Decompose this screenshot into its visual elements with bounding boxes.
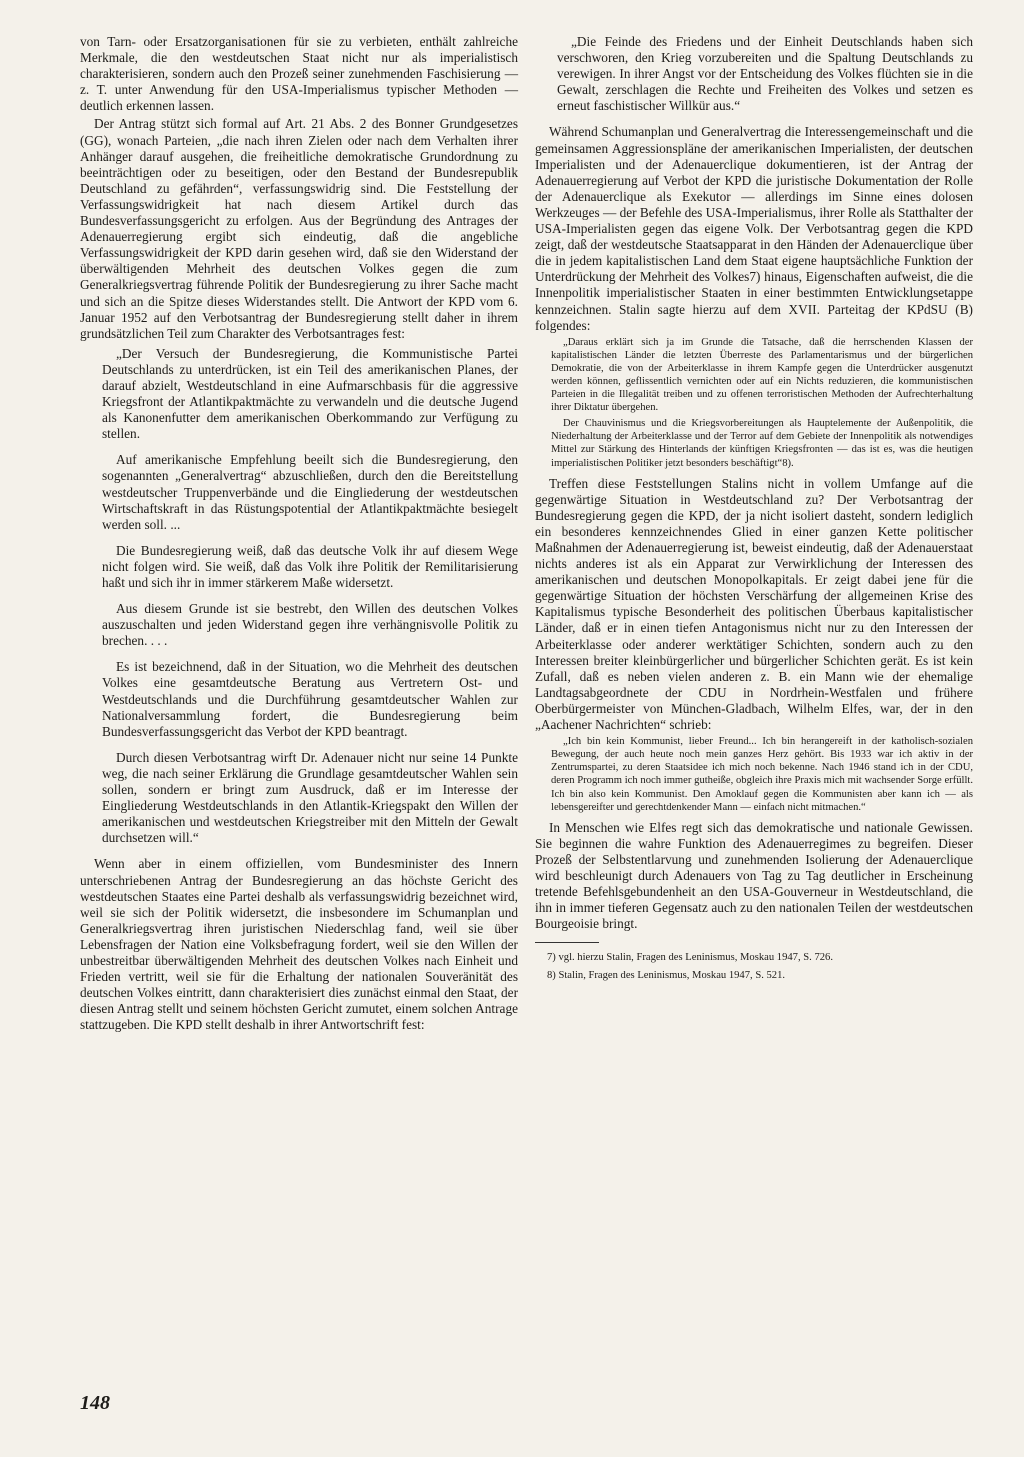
small-quote-paragraph: „Ich bin kein Kommunist, lieber Freund... Ich bin herangereift in der katholisch-sozialen Bewegung, der auch heute noch mein ganzes Herz gehört. Bis 1933 war ich aktiv in der Zentrumspartei, zu deren Staatsidee ich mich noch bekenne. Nach 1946 stand ich in der CDU, deren Programm ich noch immer gutheiße, obgleich ihre Praxis mich mit wachsender Sorge erfüllt. Ich bin also kein Kommunist. Den Amoklauf gegen die Kommunisten aber kann ich — als lebensgereifter und gerechtdenkender Mann — einfach nicht mitmachen.“ bbox=[551, 736, 973, 813]
quote-paragraph: Auf amerikanische Empfehlung beeilt sich die Bundesregierung, den sogenannten „Generalvertrag“ abzuschließen, durch den die Bereitstellung westdeutscher Truppenverbände und die Eingliederung der westdeutschen Wirtschaftskraft in das Rüstungspotential der Atlantikpaktmächte besiegelt werden soll. ... bbox=[102, 452, 518, 532]
footnotes bbox=[535, 951, 973, 982]
quote-paragraph: Die Bundesregierung weiß, daß das deutsche Volk ihr auf diesem Wege nicht folgen wird. Sie weiß, daß das Volk ihre Politik der Remilitarisierung haßt und sich ihr in immer stärkerem Maße widersetzt. bbox=[102, 542, 518, 590]
footnote: 8) Stalin, Fragen des Leninismus, Moskau 1947, S. 521. bbox=[547, 969, 786, 981]
small-quote bbox=[551, 336, 973, 470]
right-column bbox=[535, 34, 973, 986]
paragraph: In Menschen wie Elfes regt sich das demokratische und nationale Gewissen. Sie beginnen die wahre Funktion des Adenauerregimes zu begreifen. Dieser Prozeß der Selbstentlarvung und zunehmenden Isolierung der Adenauerclique wird beschleunigt durch Adenauers von Tag zu Tag deutlicher in Erscheinung tretende Befehlsgebundenheit an den USA-Gouverneur in Westdeutschland, die ihn in immer tieferen Gegensatz auch zu den nationalen Teilen der westdeutschen Bourgeoisie bringt. bbox=[535, 819, 973, 932]
paragraph: Treffen diese Feststellungen Stalins nicht in vollem Umfange auf die gegenwärtige Situation in Westdeutschland zu? Der Verbotsantrag der Bundesregierung gegen die KPD, der ja nicht isoliert dasteht, sondern lediglich ein besonderes kennzeichnendes Glied in einer ganzen Kette politischer Maßnahmen der Adenauerregierung ist, beweist eindeutig, daß der Adenauerstaat nichts anderes ist als ein Apparat zur Verwirklichung der Interessen des amerikanischen und deutschen Monopolkapitals. Er zeigt dabei jene für die gegenwärtige Situation der höchsten Verschärfung der allgemeinen Krise des Kapitalismus typische Besonderheit des politischen Überbaus kapitalistischer Länder, daß er in einen tiefen Antagonismus nicht nur zu den Interessen der Arbeiterklasse oder anderer werktätiger Schichten, sondern auch zu den Interessen breiter kleinbürgerlicher und bürgerlicher Schichten gerät. Es ist kein Zufall, daß es neben vielen anderen z. B. ein Mann wie der ehemalige Landtagsabgeordnete der CDU in Nordrhein-Westfalen und frühere Oberbürgermeister von München-Gladbach, Wilhelm Elfes, war, der in den „Aachener Nachrichten“ schrieb: bbox=[535, 475, 973, 733]
paragraph: Der Antrag stützt sich formal auf Art. 21 Abs. 2 des Bonner Grundgesetzes (GG), wonach Parteien, „die nach ihren Zielen oder nach dem Verhalten ihrer Anhänger darauf ausgehen, die freiheitliche demokratische Grundordnung zu beeinträchtigen oder zu beseitigen, oder den Bestand der Bundesrepublik Deutschland zu gefährden“, verfassungswidrig sind. Die Feststellung der Verfassungswidrigkeit hat nach diesem Artikel durch das Bundesverfassungsgericht zu erfolgen. Aus der Begründung des Antrages der Adenauerregierung ergibt sich eindeutig, daß die angebliche Verfassungswidrigkeit der KPD darin gesehen wird, daß sie den Widerstand der überwältigenden Mehrheit des deutschen Volkes gegen die zum Generalkriegsvertrag führende Politik der Bundesregierung zu ihrer Sache macht und sich an die Spitze dieses Widerstandes stellt. Die Antwort der KPD vom 6. Januar 1952 auf den Verbotsantrag der Bundesregierung stellt daher in ihrem grundsätzlichen Teil zum Charakter des Verbotsantrages fest: bbox=[80, 116, 518, 341]
small-quote bbox=[551, 735, 973, 814]
paragraph: Während Schumanplan und Generalvertrag die Interessengemeinschaft und die gemeinsamen Aggressionspläne der amerikanischen Imperialisten, der deutschen Imperialisten und der Adenauerclique dokumentieren, ist der Antrag der Adenauerregierung auf Verbot der KPD die juristische Dokumentation der Rolle der Adenauerclique als Exekutor — allerdings im Sinne eines dolosen Werkzeuges — der Befehle des USA-Imperialismus, ihrer Rolle als Statthalter der USA-Imperialisten gegen das eigene Volk. Der Verbotsantrag gegen die KPD zeigt, daß der westdeutsche Staatsapparat in den Händen der Adenauerclique über die in jedem kapitalistischen Land dem Staat eigene hauptsächliche Funktion der Unterdrückung der Mehrheit des Volkes7) hinaus, Eigenschaften aufweist, die die Innenpolitik imperialistischer Staaten in einer bestimmten Entwicklungsetappe kennzeichnen. Stalin sagte hierzu auf dem XVII. Parteitag der KPdSU (B) folgendes: bbox=[535, 124, 973, 333]
footnote-divider bbox=[535, 942, 599, 943]
small-quote-paragraph: Der Chauvinismus und die Kriegsvorbereitungen als Hauptelemente der Außenpolitik, die Niederhaltung der Arbeiterklasse und der Terror auf dem Gebiete der Innenpolitik als notwendiges Mittel zur Stärkung des Hinterlands der künftigen Kriegsfronten — das ist es, was die heutigen imperialistischen Politiker jetzt besonders beschäftigt“8). bbox=[551, 418, 973, 469]
footnote: 7) vgl. hierzu Stalin, Fragen des Leninismus, Moskau 1947, S. 726. bbox=[547, 952, 834, 964]
page-number: 148 bbox=[80, 1392, 110, 1414]
quote-paragraph: „Die Feinde des Friedens und der Einheit Deutschlands haben sich verschworen, den Krieg vorzubereiten und die Spaltung Deutschlands zu verewigen. In ihrer Angst vor der Entscheidung des Volkes flüchten sie in die Gewalt, zerschlagen die Rechte und Freiheiten des Volkes und setzen es erneut faschistischer Willkür aus.“ bbox=[557, 34, 973, 114]
quote-paragraph: Aus diesem Grunde ist sie bestrebt, den Willen des deutschen Volkes auszuschalten und jeden Widerstand gegen ihre verhängnisvolle Politik zu brechen. . . . bbox=[102, 601, 518, 649]
quote-paragraph: „Der Versuch der Bundesregierung, die Kommunistische Partei Deutschlands zu unterdrücken, ist ein Teil des amerikanischen Planes, der darauf abzielt, Westdeutschland in eine Aufmarschbasis für die aggressive Kriegsfront der Atlantikpaktmächte zu verwandeln und die deutsche Jugend als Kanonenfutter dem amerikanischen Oberkommando zur Verfügung zu stellen. bbox=[102, 345, 518, 442]
paragraph: von Tarn- oder Ersatzorganisationen für sie zu verbieten, enthält zahlreiche Merkmale, die den westdeutschen Staat nicht nur als imperialistisch charakterisieren, sondern auch den Prozeß seiner zunehmenden Faschisierung — z. T. unter Anwendung für den USA-Imperialismus typischer Methoden — deutlich erkennen lassen. bbox=[80, 34, 518, 114]
quote-paragraph: Durch diesen Verbotsantrag wirft Dr. Adenauer nicht nur seine 14 Punkte weg, die nach seiner Erklärung die Grundlage gesamtdeutscher Wahlen sein sollen, sondern er bringt zum Ausdruck, daß er im Interesse der Eingliederung Westdeutschlands in den Atlantik-Kriegspakt den Willen der amerikanischen und westdeutschen Kriegstreiber mit den Mitteln der Gewalt durchsetzen will.“ bbox=[102, 749, 518, 846]
left-column bbox=[80, 34, 518, 1035]
block-quote bbox=[102, 346, 518, 847]
quote-paragraph: Es ist bezeichnend, daß in der Situation, wo die Mehrheit des deutschen Volkes eine gesamtdeutsche Beratung aus Vertretern Ost- und Westdeutschlands und die Durchführung gesamtdeutscher Wahlen zur Nationalversammlung fordert, die Bundesregierung beim Bundesverfassungsgericht das Verbot der KPD beantragt. bbox=[102, 659, 518, 739]
block-quote bbox=[557, 34, 973, 114]
small-quote-paragraph: „Daraus erklärt sich ja im Grunde die Tatsache, daß die herrschenden Klassen der kapitalistischen Länder die letzten Überreste des Parlamentarismus und der bürgerlichen Demokratie, die von der Arbeiterklasse in ihrem Kampfe gegen die Unterdrücker ausgenutzt werden können, geflissentlich vernichten oder auf ein Nichts reduzieren, die kommunistischen Parteien in die Illegalität treiben und zu offenen terroristischen Methoden der Aufrechterhaltung ihrer Diktatur übergehen. bbox=[551, 336, 973, 414]
paragraph: Wenn aber in einem offiziellen, vom Bundesminister des Innern unterschriebenen Antrag der Bundesregierung an das höchste Gericht des westdeutschen Staates eine Partei deshalb als verfassungswidrig bezeichnet wird, weil sie sich der Politik widersetzt, die insbesondere im Schumanplan und Generalkriegsvertrag ihren juristischen Niederschlag fand, weil sie über Lebensfragen der Nation eine Volksbefragung fordert, weil sie den Willen der unbestreitbar überwältigenden Mehrheit des deutschen Volkes nach Einheit und Frieden vertritt, weil sie für die Erhaltung der nationalen Souveränität des deutschen Volkes eintritt, dann charakterisiert dies zunächst einmal den Staat, der diesen Antrag stellt und seinem höchsten Gericht zumutet, einem solchen Antrage stattzugeben. Die KPD stellt deshalb in ihrer Antwortschrift fest: bbox=[80, 856, 518, 1033]
